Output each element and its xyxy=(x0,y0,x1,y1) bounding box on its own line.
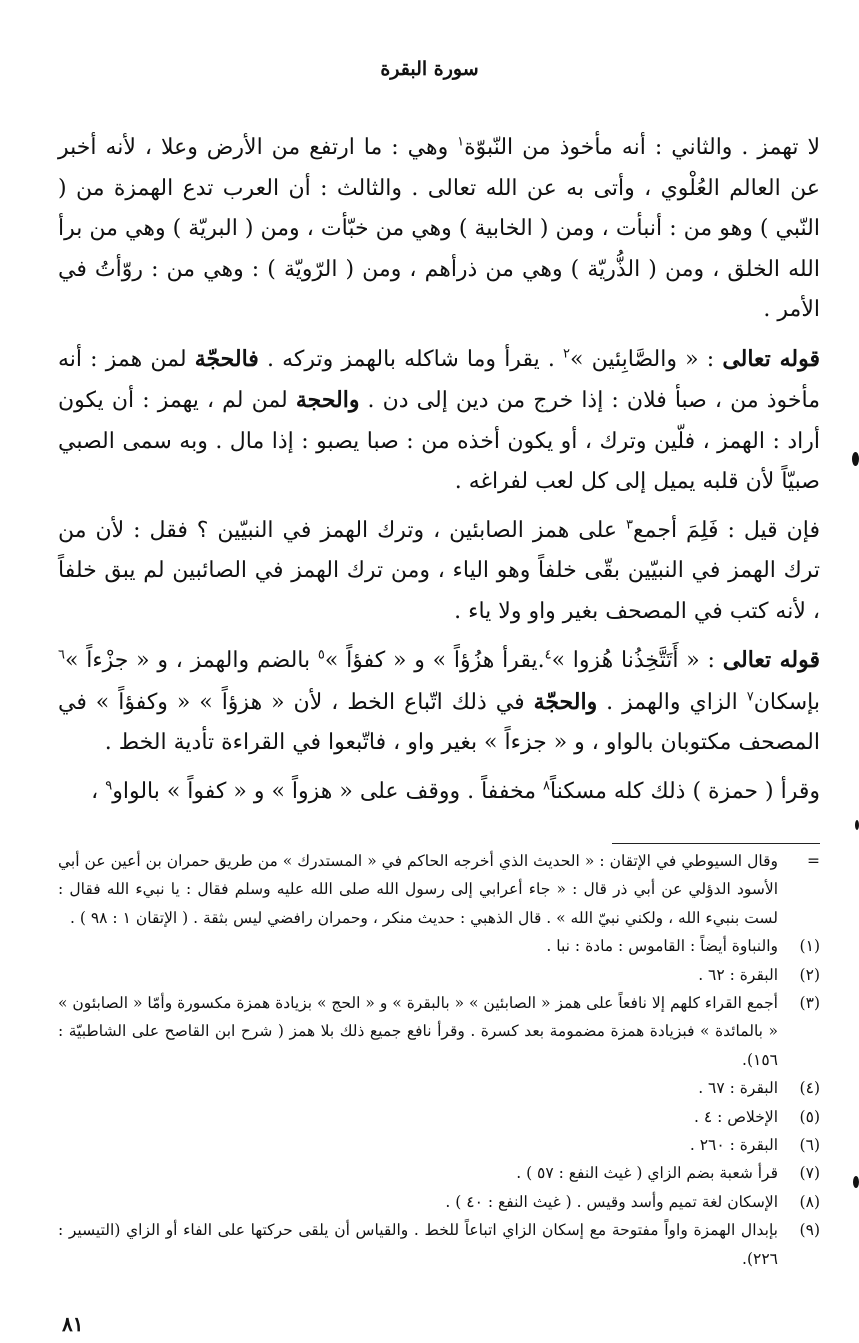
footnote-text: البقرة : ٦٧ . xyxy=(698,1079,778,1098)
paragraph-5 xyxy=(58,772,820,813)
p2-hujja-2: والحجة xyxy=(295,387,360,413)
p3-text: فإن قيل : فَلِمَ أجمع xyxy=(632,517,820,543)
footnote-ref-3: ٣ xyxy=(625,517,633,533)
footnote-9 xyxy=(58,1216,820,1273)
p2-quote: : « والصَّابِئين » xyxy=(570,346,723,372)
footnote-text: البقرة : ٢٦٠ . xyxy=(689,1136,778,1155)
p4-text-5: في ذلك اتّباع الخط ، لأن « هزؤاً » « وكفؤاً » في المصحف مكتوبان بالواو ، و « جزءاً » بغير واو ، فاتّبعوا في القراءة تأدية الخط . xyxy=(58,689,820,755)
p2-text-2: لمن همز : أنه مأخوذ من ، صبأ فلان : إذا خرج من دين إلى دن . xyxy=(58,346,820,413)
footnote-5 xyxy=(58,1103,820,1131)
p4-text-3: بإسكان xyxy=(753,689,820,715)
footnote-continuation xyxy=(58,847,820,932)
footnote-continuation-mark: = xyxy=(807,852,820,870)
p5-text-3: ، xyxy=(91,778,106,804)
footnote-ref-5: ٥ xyxy=(317,647,325,663)
p4-text-2: بالضم والهمز ، و « جزْءاً » xyxy=(64,648,318,673)
paragraph-3 xyxy=(58,511,820,633)
footnote-continuation-text: وقال السيوطي في الإتقان : « الحديث الذي أخرجه الحاكم في « المستدرك » من طريق حمران بن أعين عن أبي الأسود الدؤلي عن أبي ذر قال : « جاء أعرابي إلى رسول الله صلى الله عليه وسلم فقال : يا نبيء الله فقال : لست بنبيء الله ، ولكني نبيّ الله » . قال الذهبي : حديث منكر ، وحمران رافضي ليس بثقة . ( الإتقان ١ : ٩٨ ) . xyxy=(58,852,778,927)
footnote-number: (٧) xyxy=(799,1164,820,1183)
p4-quote: : « أَتَتَّخِذُنا هُزوا » xyxy=(551,648,723,673)
p5-text-2: مخففاً . ووقف على « هزواً » و « كفواً » بالواو xyxy=(112,778,544,804)
page-number: ٨١ xyxy=(62,1312,84,1336)
footnote-text: الإسكان لغة تميم وأسد وقيس . ( غيث النفع : ٤٠ ) . xyxy=(445,1192,778,1211)
footnotes xyxy=(58,847,820,1273)
margin-speck xyxy=(853,1176,859,1188)
p5-text: وقرأ ( حمزة ) ذلك كله مسكناً xyxy=(550,778,820,804)
p3-text-cont: على همز الصابئين ، وترك الهمز في النبيّين ؟ فقل : لأن من ترك الهمز في النبيّين بقّى خلفاً وهو الياء ، ومن ترك الهمز في الصائبين لم يبق خلفاً ، لأنه كتب في المصحف بغير واو ولا ياء . xyxy=(58,517,820,624)
p1-text: لا تهمز . والثاني : أنه مأخوذ من النّبوّة xyxy=(464,135,820,160)
footnote-separator xyxy=(612,843,820,844)
footnote-text: بإبدال الهمزة واواً مفتوحة مع إسكان الزاي اتباعاً للخط . والقياس أن يلقى حركتها على الفاء أو الزاي (التيسير : ٢٢٦). xyxy=(58,1221,778,1268)
p2-hujja-1: فالحجّة xyxy=(194,345,259,372)
footnote-number: (١) xyxy=(799,937,820,956)
footnote-text: قرأ شعبة بضم الزاي ( غيث النفع : ٥٧ ) . xyxy=(516,1164,778,1183)
footnote-4 xyxy=(58,1074,820,1102)
paragraph-4 xyxy=(58,640,820,764)
p1-text-cont: وهي : ما ارتفع من الأرض وعلا ، لأنه أخبر عن العالم العُلْوي ، وأتى به عن الله تعالى . والثالث : أن العرب تدع الهمزة من ( النّبي ) وهو من : أنبأت ، ومن ( الخابية ) وهي من خبّأت ، ومن ( البريّة ) وهي من برأ الله الخلق ، ومن ( الذُّريّة ) وهي من ذرأهم ، ومن ( الرّويّة ) : وهي من : روّأتُ في الأمر . xyxy=(58,135,820,322)
p2-lead: قوله تعالى xyxy=(722,345,820,372)
footnote-ref-2: ٢ xyxy=(563,346,570,362)
footnote-text: أجمع القراء كلهم إلا نافعاً على همز « الصابئين » « بالبقرة » و « الحج » بزيادة همزة مكسورة وأمّا « الصابئون » « بالمائدة » فبزيادة همزة مضمومة بعد كسرة . وقرأ نافع جميع ذلك بلا همز ( شرح ابن القاصح على الشاطبيّة : ١٥٦). xyxy=(58,994,778,1069)
p4-hujja: والحجّة xyxy=(533,688,598,715)
footnote-1 xyxy=(58,932,820,960)
footnote-text: الإخلاص : ٤ . xyxy=(694,1107,778,1126)
margin-speck xyxy=(852,452,859,466)
footnote-number: (٢) xyxy=(799,965,820,984)
footnote-number: (٩) xyxy=(799,1221,820,1240)
paragraph-1 xyxy=(58,128,820,331)
footnote-text: البقرة : ٦٢ . xyxy=(698,965,778,984)
footnote-ref-7: ٧ xyxy=(746,689,754,705)
p4-text-4: الزاي والهمز . xyxy=(597,689,747,715)
footnote-ref-4: ٤ xyxy=(544,647,552,663)
margin-speck xyxy=(855,820,859,830)
footnote-2 xyxy=(58,961,820,989)
footnote-8 xyxy=(58,1188,820,1216)
running-title: سورة البقرة xyxy=(380,58,479,80)
footnote-number: (٣) xyxy=(799,994,820,1013)
footnote-number: (٤) xyxy=(799,1079,820,1098)
footnote-number: (٥) xyxy=(799,1107,820,1126)
footnote-number: (٦) xyxy=(799,1136,820,1155)
footnote-ref-8: ٨ xyxy=(543,778,550,794)
paragraph-2 xyxy=(58,339,820,503)
footnote-text: والنباوة أيضاً : القاموس : مادة : نبا . xyxy=(546,937,778,956)
footnote-ref-6: ٦ xyxy=(58,647,65,663)
p2-text-3: لمن لم ، يهمز : أن يكون أراد : الهمز ، فلّين وترك ، أو يكون أخذه من : صبا يصبو : إذا مال . وبه سمى الصبي صبيّاً لأن قلبه يميل إلى كل لعب لفراغه . xyxy=(58,388,820,494)
p4-text: .يقرأ هزُؤاً » و « كفؤاً » xyxy=(324,648,545,673)
p4-lead: قوله تعالى xyxy=(722,647,820,673)
footnote-6 xyxy=(58,1131,820,1159)
footnote-number: (٨) xyxy=(799,1192,820,1211)
p2-text: . يقرأ وما شاكله بالهمز وتركه . xyxy=(258,346,564,372)
footnote-7 xyxy=(58,1159,820,1187)
main-text xyxy=(58,128,820,820)
footnote-ref-9: ٩ xyxy=(105,778,113,794)
footnote-3 xyxy=(58,989,820,1074)
footnote-ref-1: ١ xyxy=(457,134,465,150)
